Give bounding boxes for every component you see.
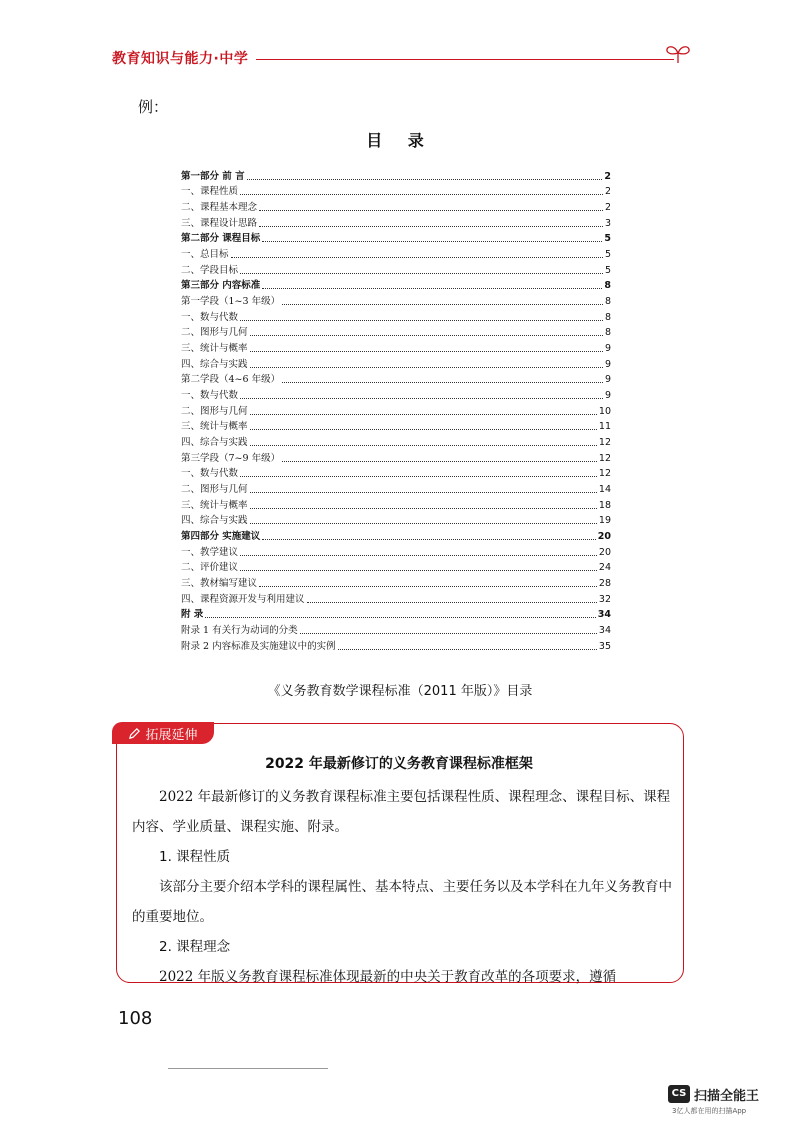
extension-tag [112,722,214,744]
toc-entry-label: 二、图形与几何 [181,327,248,339]
toc-page-number: 3 [604,217,611,229]
toc-leader-dots [240,570,597,571]
toc-leader-dots [259,210,603,211]
toc-entry-label: 二、课程基本理念 [181,202,258,214]
bottom-rule [168,1068,328,1069]
extension-body [132,782,672,992]
toc-part-row [181,528,611,544]
extension-title: 2022 年最新修订的义务教育课程标准框架 [265,756,533,772]
toc-entry-label: 三、统计与概率 [181,421,248,433]
toc-row [181,450,611,466]
toc-leader-dots [250,445,597,446]
toc-page-number: 8 [604,280,611,292]
toc-entry-label: 三、统计与概率 [181,343,248,355]
toc-leader-dots [307,602,597,603]
toc-leader-dots [240,555,597,556]
toc-page-number: 20 [597,531,611,543]
toc-entry-label: 四、综合与实践 [181,358,248,370]
paragraph: 该部分主要介绍本学科的课程属性、基本特点、主要任务以及本学科在九年义务教育中的重要地位。 [132,879,672,925]
toc-page-number: 35 [598,640,611,652]
toc-leader-dots [282,382,603,383]
toc-part-row [181,168,611,184]
toc-page-number: 20 [598,546,611,558]
toc-page-number: 19 [598,515,611,527]
toc-page-number: 18 [598,499,611,511]
toc-part-row [181,278,611,294]
toc-row [181,481,611,497]
example-label: 例： [138,98,169,116]
toc-entry-label: 附录 2 内容标准及实施建议中的实例 [181,640,336,652]
toc-page-number: 12 [598,468,611,480]
scanner-logo-icon: CS [668,1085,690,1103]
toc-leader-dots [250,492,597,493]
toc-page-number: 32 [598,593,611,605]
toc-row [181,497,611,513]
toc-row [181,184,611,200]
toc-page-number: 12 [598,437,611,449]
toc-entry-label: 第四部分 实施建议 [181,531,261,543]
toc-row [181,622,611,638]
paragraph: 2022 年版义务教育课程标准体现最新的中央关于教育改革的各项要求，遵循 [159,969,617,985]
toc-leader-dots [262,539,595,540]
toc-entry-label: 二、图形与几何 [181,405,248,417]
toc-page-number: 5 [604,249,611,261]
toc-row [181,575,611,591]
toc-part-row [181,607,611,623]
toc-row [181,246,611,262]
toc-entry-label: 一、课程性质 [181,186,239,198]
toc-title: 目 录 [366,131,434,150]
toc-page-number: 8 [604,311,611,323]
toc-entry-label: 二、评价建议 [181,562,239,574]
watermark-name: 扫描全能王 [694,1089,760,1104]
pencil-icon [128,727,141,740]
toc-row [181,293,611,309]
toc-leader-dots [240,273,603,274]
toc-page-number: 5 [604,264,611,276]
toc-entry-label: 一、教学建议 [181,546,239,558]
toc-row [181,466,611,482]
toc-leader-dots [247,179,603,180]
toc-page-number: 9 [604,390,611,402]
running-header [112,42,692,72]
toc-entry-label: 一、数与代数 [181,390,239,402]
toc-entry-label: 第一部分 前 言 [181,170,245,182]
toc-page-number: 9 [604,358,611,370]
extension-tag-label: 拓展延伸 [145,727,198,743]
toc-page-number: 28 [598,578,611,590]
toc-entry-label: 第三部分 内容标准 [181,280,261,292]
toc-leader-dots [250,429,597,430]
toc-leader-dots [300,633,597,634]
toc-row [181,434,611,450]
toc-page-number: 2 [604,170,611,182]
toc-entry-label: 一、总目标 [181,249,229,261]
toc-leader-dots [250,351,603,352]
toc-page-number: 11 [598,421,611,433]
section-heading: 2. 课程理念 [159,939,231,955]
toc-page-number: 9 [604,374,611,386]
toc-page-number: 5 [604,233,611,245]
toc-part-row [181,231,611,247]
table-of-contents [181,168,611,654]
toc-page-number: 9 [604,343,611,355]
toc-row [181,638,611,654]
toc-entry-label: 三、统计与概率 [181,499,248,511]
toc-entry-label: 三、教材编写建议 [181,578,258,590]
toc-page-number: 34 [597,609,611,621]
toc-row [181,560,611,576]
toc-row [181,372,611,388]
toc-row [181,387,611,403]
toc-row [181,262,611,278]
toc-entry-label: 一、数与代数 [181,311,239,323]
toc-leader-dots [231,257,603,258]
toc-entry-label: 第二部分 课程目标 [181,233,261,245]
toc-entry-label: 四、综合与实践 [181,515,248,527]
toc-leader-dots [240,194,603,195]
toc-row [181,544,611,560]
toc-caption: 《义务教育数学课程标准（2011 年版）》目录 [267,684,533,699]
section-heading: 1. 课程性质 [159,849,231,865]
toc-entry-label: 一、数与代数 [181,468,239,480]
toc-page-number: 8 [604,327,611,339]
sprout-icon [664,42,692,64]
toc-row [181,591,611,607]
toc-leader-dots [240,320,603,321]
toc-row [181,419,611,435]
toc-page-number: 10 [598,405,611,417]
toc-page-number: 24 [598,562,611,574]
toc-row [181,356,611,372]
toc-page-number: 2 [604,202,611,214]
toc-leader-dots [259,226,603,227]
toc-page-number: 12 [598,452,611,464]
toc-row [181,215,611,231]
toc-entry-label: 附 录 [181,609,204,621]
header-rule [256,59,674,60]
toc-entry-label: 第二学段（4~6 年级） [181,374,281,386]
toc-leader-dots [262,288,602,289]
page-number: 108 [118,1008,153,1029]
toc-leader-dots [250,335,603,336]
toc-leader-dots [205,617,595,618]
scanner-watermark [668,1085,788,1125]
paragraph: 2022 年最新修订的义务教育课程标准主要包括课程性质、课程理念、课程目标、课程内容、学业质量、课程实施、附录。 [132,789,671,835]
toc-leader-dots [262,241,602,242]
watermark-tagline: 3亿人都在用的扫描App [672,1107,747,1115]
toc-leader-dots [338,649,597,650]
toc-leader-dots [250,523,597,524]
toc-entry-label: 二、图形与几何 [181,484,248,496]
toc-row [181,309,611,325]
toc-leader-dots [250,414,597,415]
toc-page-number: 2 [604,186,611,198]
toc-leader-dots [240,398,603,399]
toc-entry-label: 附录 1 有关行为动词的分类 [181,625,298,637]
toc-entry-label: 第三学段（7~9 年级） [181,452,281,464]
toc-page-number: 34 [598,625,611,637]
toc-entry-label: 四、综合与实践 [181,437,248,449]
toc-entry-label: 三、课程设计思路 [181,217,258,229]
toc-leader-dots [259,586,597,587]
toc-page-number: 14 [598,484,611,496]
toc-leader-dots [240,476,597,477]
toc-entry-label: 二、学段目标 [181,264,239,276]
toc-page-number: 8 [604,296,611,308]
toc-entry-label: 四、课程资源开发与利用建议 [181,593,305,605]
toc-row [181,403,611,419]
toc-row [181,340,611,356]
toc-leader-dots [282,304,603,305]
toc-row [181,325,611,341]
toc-leader-dots [282,461,597,462]
toc-leader-dots [250,508,597,509]
toc-leader-dots [250,367,603,368]
toc-row [181,199,611,215]
toc-row [181,513,611,529]
toc-entry-label: 第一学段（1~3 年级） [181,296,281,308]
header-title: 教育知识与能力·中学 [112,51,249,67]
